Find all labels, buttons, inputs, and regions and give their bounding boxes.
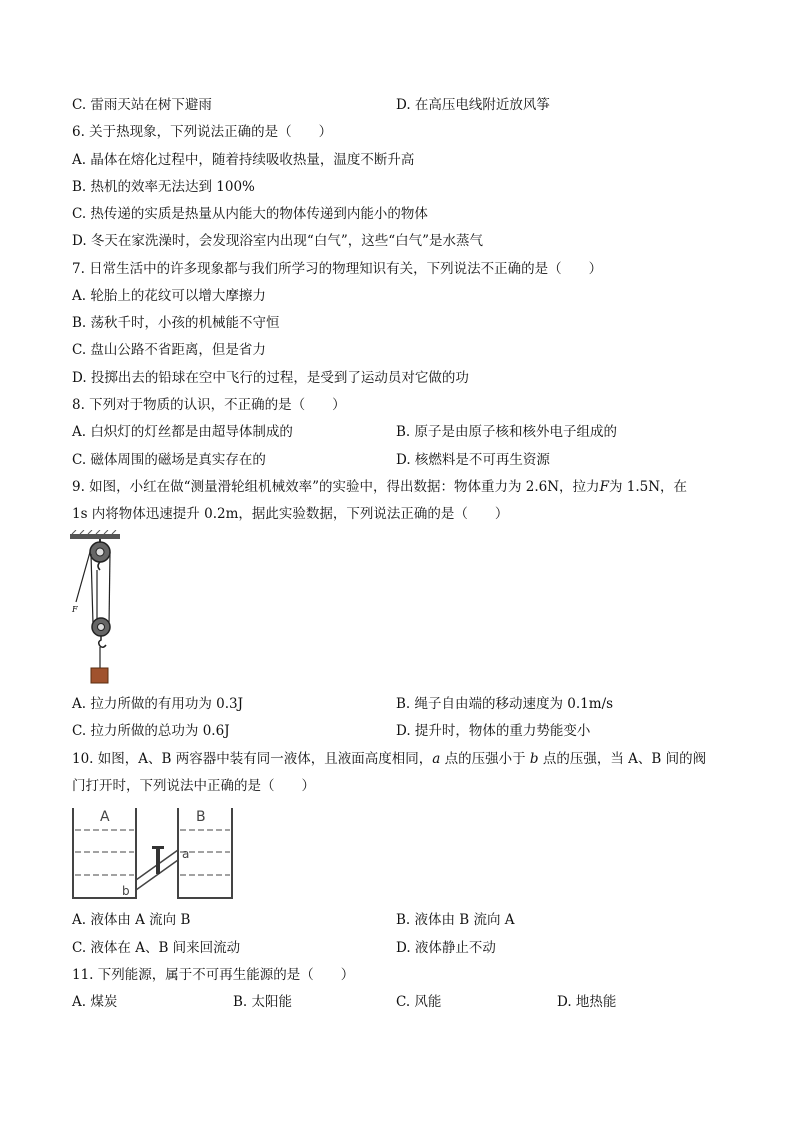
q9-option-b: B. 绳子自由端的移动速度为 0.1m/s [396, 696, 614, 712]
q7-option-d: D. 投掷出去的铅球在空中飞行的过程，是受到了运动员对它做的功 [72, 370, 469, 386]
q6-option-b: B. 热机的效率无法达到 100% [72, 179, 255, 195]
q6-stem: 6. 关于热现象，下列说法正确的是（ ） [72, 124, 333, 140]
hook-icon [99, 636, 106, 647]
q5-option-d: D. 在高压电线附近放风筝 [396, 97, 550, 113]
q8-option-d: D. 核燃料是不可再生资源 [396, 452, 550, 468]
ceiling-hatch [72, 530, 116, 534]
q10-stem-mid: 点的压强小于 [440, 751, 530, 767]
pulley-figure [66, 530, 126, 686]
q8-stem: 8. 下列对于物质的认识，不正确的是（ ） [72, 397, 346, 413]
q5-option-c: C. 雷雨天站在树下避雨 [72, 97, 212, 113]
q8-option-b: B. 原子是由原子核和核外电子组成的 [396, 424, 618, 440]
q6-option-c: C. 热传递的实质是热量从内能大的物体传递到内能小的物体 [72, 206, 428, 222]
q8-option-a: A. 白炽灯的灯丝都是由超导体制成的 [72, 424, 293, 440]
q9-option-c: C. 拉力所做的总功为 0.6J [72, 723, 230, 739]
q10-option-b: B. 液体由 B 流向 A [396, 912, 515, 928]
q10-var-b: b [529, 751, 539, 767]
q7-option-a: A. 轮胎上的花纹可以增大摩擦力 [72, 288, 266, 304]
q10-var-a: a [432, 751, 441, 767]
valve-icon [156, 848, 160, 874]
q9-stem-text-post: 为 1.5N，在 [608, 479, 688, 495]
q10-stem-line1 [72, 750, 706, 768]
q9-stem-text: 9. 如图，小红在做“测量滑轮组机械效率”的实验中，得出数据：物体重力为 2.6N，拉力 [72, 479, 600, 495]
q11-option-b: B. 太阳能 [233, 994, 293, 1010]
weight-block [91, 668, 108, 683]
free-rope [76, 552, 90, 602]
q10-stem-line2: 门打开时，下列说法中正确的是（ ） [72, 778, 315, 794]
q11-option-a: A. 煤炭 [72, 994, 118, 1010]
q7-option-b: B. 荡秋千时，小孩的机械能不守恒 [72, 315, 280, 331]
containers-figure [70, 804, 240, 902]
q10-option-d: D. 液体静止不动 [396, 940, 496, 956]
q9-option-d: D. 提升时，物体的重力势能变小 [396, 723, 591, 739]
ceiling-bar [70, 534, 120, 539]
q7-stem: 7. 日常生活中的许多现象都与我们所学习的物理知识有关，下列说法不正确的是（ ） [72, 261, 603, 277]
q9-var-f: F [599, 479, 609, 495]
q9-stem-line1 [72, 478, 687, 496]
label-a: A [100, 809, 110, 825]
q6-option-a: A. 晶体在熔化过程中，随着持续吸收热量，温度不断升高 [72, 152, 415, 168]
q10-option-c: C. 液体在 A、B 间来回流动 [72, 940, 241, 956]
q11-stem: 11. 下列能源，属于不可再生能源的是（ ） [72, 967, 355, 983]
q10-stem-text: 10. 如图，A、B 两容器中装有同一液体，且液面高度相同， [72, 751, 433, 767]
point-b-label: b [122, 884, 130, 898]
force-label: F [72, 605, 78, 614]
q7-option-c: C. 盘山公路不省距离，但是省力 [72, 342, 266, 358]
q11-option-d: D. 地热能 [557, 994, 617, 1010]
label-b: B [196, 809, 206, 825]
rope-segment [91, 554, 93, 624]
q11-option-c: C. 风能 [396, 994, 442, 1010]
q10-option-a: A. 液体由 A 流向 B [72, 912, 191, 928]
q9-option-a: A. 拉力所做的有用功为 0.3J [72, 696, 244, 712]
q9-stem-line2: 1s 内将物体迅速提升 0.2m，据此实验数据，下列说法正确的是（ ） [72, 506, 509, 522]
point-a-label: a [182, 847, 190, 861]
q10-stem-post: 点的压强，当 A、B 间的阀 [538, 751, 707, 767]
q8-option-c: C. 磁体周围的磁场是真实存在的 [72, 452, 266, 468]
q6-option-d: D. 冬天在家洗澡时，会发现浴室内出现“白气”，这些“白气”是水蒸气 [72, 233, 484, 249]
